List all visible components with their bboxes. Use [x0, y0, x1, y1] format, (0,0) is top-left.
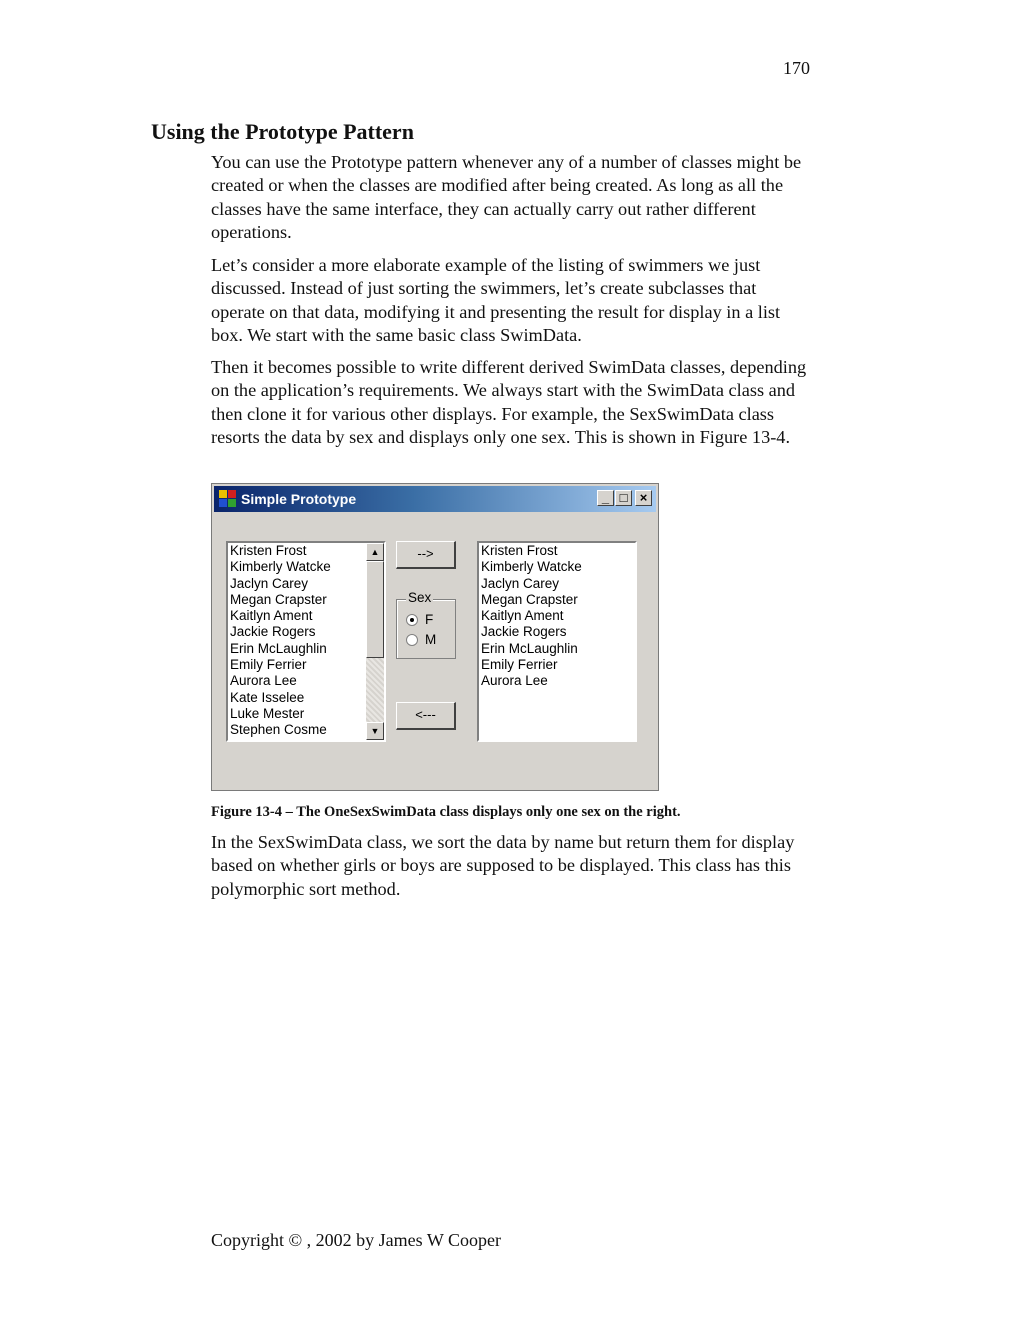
radio-male[interactable] [406, 631, 436, 649]
radio-male-label: M [425, 632, 437, 647]
section-heading: Using the Prototype Pattern [151, 119, 414, 144]
radio-unselected-icon[interactable] [406, 634, 418, 646]
maximize-button[interactable]: □ [615, 490, 632, 506]
list-item[interactable]: Kristen Frost [481, 543, 558, 558]
sex-group-label: Sex [408, 590, 432, 605]
list-item[interactable]: Emily Ferrier [481, 657, 558, 673]
paragraph-2: Let’s consider a more elaborate example of the listing of swimmers we just discussed. Instead of just sorting the swimmers, let’s create subclasses that operate on that data, modifying it and presenting the result for display in a list box. We start with the same basic class SwimData. [211, 255, 781, 345]
list-item[interactable]: Kaitlyn Ament [481, 608, 564, 624]
copy-right-button[interactable]: --> [396, 541, 456, 569]
figure-caption: Figure 13-4 – The OneSexSwimData class displays only one sex on the right. [211, 804, 681, 820]
copy-left-button[interactable]: <--- [396, 702, 456, 730]
list-item[interactable]: Kimberly Watcke [481, 559, 582, 575]
list-item[interactable]: Aurora Lee [481, 673, 548, 689]
list-item[interactable]: Jaclyn Carey [230, 575, 309, 591]
copyright-footer: Copyright © , 2002 by James W Cooper [211, 1230, 501, 1250]
list-item[interactable]: Megan Crapster [230, 591, 327, 607]
paragraph-1: You can use the Prototype pattern whenever any of a number of classes might be created or when the classes are modified after being created. As long as all the classes have the same interface, they can actually carry out rather different operations. [211, 152, 802, 242]
list-item[interactable]: Aurora Lee [230, 673, 297, 689]
paragraph-4: In the SexSwimData class, we sort the data by name but return them for display based on whether girls or boys are supposed to be displayed. This class has this polymorphic sort method. [211, 832, 795, 899]
minimize-button[interactable]: _ [597, 490, 614, 506]
list-item[interactable]: Kimberly Watcke [230, 559, 331, 575]
radio-selected-icon[interactable] [406, 614, 418, 626]
scroll-down-icon[interactable]: ▼ [366, 722, 384, 740]
radio-female-label: F [425, 612, 434, 627]
list-item[interactable]: Jackie Rogers [230, 624, 316, 640]
app-icon [219, 490, 237, 508]
paragraph-3: Then it becomes possible to write different derived SwimData classes, depending on the application’s requirements. We always start with the SwimData class and then clone it for various other displays. For example, the SexSwimData class resorts the data by sex and displays only one sex. This is shown in Figure 13-4. [211, 357, 807, 447]
list-item[interactable]: Stephen Cosme [230, 722, 327, 738]
swimmer-list-right[interactable] [477, 541, 637, 742]
swimmer-list-left[interactable] [226, 541, 386, 742]
list-item[interactable]: Emily Ferrier [230, 657, 307, 673]
list-item[interactable]: Erin McLaughlin [481, 640, 578, 656]
window-titlebar[interactable] [214, 486, 656, 512]
window-title: Simple Prototype [241, 491, 357, 507]
page-number: 170 [783, 58, 810, 78]
list-item[interactable]: Megan Crapster [481, 591, 578, 607]
list-item[interactable]: Kristen Frost [230, 543, 307, 558]
simple-prototype-window [211, 483, 659, 791]
sex-groupbox [396, 590, 456, 659]
close-button[interactable]: × [635, 490, 652, 506]
list-item[interactable]: Luke Mester [230, 705, 305, 721]
scroll-thumb[interactable] [366, 561, 384, 658]
list-item[interactable]: Jackie Rogers [481, 624, 567, 640]
list-item[interactable]: Erin McLaughlin [230, 640, 327, 656]
list-item[interactable]: Kaitlyn Ament [230, 608, 313, 624]
list-item[interactable]: Jaclyn Carey [481, 575, 560, 591]
vertical-scrollbar[interactable] [366, 543, 384, 740]
scroll-up-icon[interactable]: ▲ [366, 543, 384, 561]
list-item[interactable]: Kate Isselee [230, 689, 305, 705]
radio-female[interactable] [406, 611, 433, 629]
